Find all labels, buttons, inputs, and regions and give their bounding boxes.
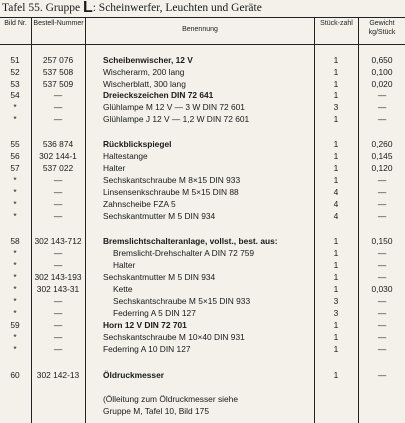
row-bild-nr: * — [13, 248, 17, 258]
row-gewicht: — — [377, 90, 387, 100]
row-bestell-nummer: 302 143-193 — [34, 272, 82, 282]
column-divider — [314, 17, 315, 423]
row-bestell-nummer: 536 874 — [42, 139, 74, 149]
row-bild-nr: 51 — [10, 55, 20, 65]
row-bild-nr: * — [13, 332, 17, 342]
row-gewicht: — — [377, 320, 387, 330]
row-bestell-nummer: — — [53, 260, 63, 270]
header-bild-nr: Bild Nr. — [4, 20, 27, 27]
row-stueckzahl: 3 — [333, 308, 339, 318]
row-stueckzahl: 1 — [333, 151, 339, 161]
column-divider — [85, 17, 86, 423]
row-stueckzahl: 1 — [333, 284, 339, 294]
row-gewicht: — — [377, 175, 387, 185]
row-bestell-nummer: — — [53, 211, 63, 221]
row-stueckzahl: 1 — [333, 175, 339, 185]
row-benennung: Bremslicht-Drehschalter A DIN 72 759 — [113, 248, 255, 258]
row-gewicht: — — [377, 370, 387, 380]
row-benennung: Sechskantmutter M 5 DIN 934 — [103, 211, 216, 221]
row-bestell-nummer: — — [53, 102, 63, 112]
row-stueckzahl: 1 — [333, 272, 339, 282]
row-benennung: Sechskantmutter M 5 DIN 934 — [103, 272, 216, 282]
header-stueckzahl: Stück-zahl — [320, 20, 353, 27]
row-benennung: Glühlampe J 12 V — 1,2 W DIN 72 601 — [103, 114, 250, 124]
header-benennung: Benennung — [182, 26, 218, 33]
row-bestell-nummer: — — [53, 175, 63, 185]
row-bestell-nummer: 302 143-31 — [36, 284, 80, 294]
table-header-rule — [0, 44, 405, 45]
row-bild-nr: * — [13, 211, 17, 221]
row-bild-nr: * — [13, 114, 17, 124]
row-gewicht: — — [377, 199, 387, 209]
row-bestell-nummer: 537 509 — [42, 79, 74, 89]
row-bild-nr: 57 — [10, 163, 20, 173]
row-bild-nr: 52 — [10, 67, 20, 77]
row-stueckzahl: 1 — [333, 90, 339, 100]
row-gewicht: — — [377, 187, 387, 197]
row-benennung: Halter — [103, 163, 126, 173]
row-bestell-nummer: 302 142-13 — [36, 370, 80, 380]
row-benennung: Kette — [113, 284, 133, 294]
column-divider — [358, 17, 359, 423]
page-title — [2, 0, 403, 16]
row-bild-nr: * — [13, 284, 17, 294]
row-benennung: Scheibenwischer, 12 V — [103, 55, 193, 65]
row-bild-nr: 53 — [10, 79, 20, 89]
row-stueckzahl: 4 — [333, 187, 339, 197]
row-gewicht: — — [377, 296, 387, 306]
row-bestell-nummer: — — [53, 248, 63, 258]
row-stueckzahl: 1 — [333, 114, 339, 124]
row-gewicht: 0,145 — [371, 151, 393, 161]
row-bestell-nummer: — — [53, 114, 63, 124]
row-benennung: Sechskantschraube M 10×40 DIN 931 — [103, 332, 245, 342]
row-stueckzahl: 1 — [333, 67, 339, 77]
row-stueckzahl: 1 — [333, 344, 339, 354]
row-bestell-nummer: — — [53, 296, 63, 306]
row-gewicht: — — [377, 211, 387, 221]
row-bild-nr: 56 — [10, 151, 20, 161]
row-bild-nr: * — [13, 175, 17, 185]
row-benennung: Sechskantschraube M 5×15 DIN 933 — [113, 296, 251, 306]
row-benennung: Zahnscheibe FZA 5 — [103, 199, 176, 209]
row-bestell-nummer: — — [53, 308, 63, 318]
row-bild-nr: 60 — [10, 370, 20, 380]
row-bild-nr: * — [13, 344, 17, 354]
row-stueckzahl — [318, 393, 354, 405]
row-bestell-nummer: — — [53, 187, 63, 197]
row-gewicht: — — [377, 260, 387, 270]
row-bild-nr: * — [13, 296, 17, 306]
row-benennung: Rückblickspiegel — [103, 139, 172, 149]
row-bild-nr: 58 — [10, 236, 20, 246]
row-bestell-nummer: — — [53, 332, 63, 342]
row-bestell-nummer: 537 508 — [42, 67, 74, 77]
row-benennung: Haltestange — [103, 151, 148, 161]
row-bild-nr — [0, 405, 30, 417]
row-stueckzahl: 1 — [333, 55, 339, 65]
row-benennung: Bremslichtschalteranlage, vollst., best. aus: — [103, 236, 278, 246]
row-bestell-nummer: 302 143-712 — [34, 236, 82, 246]
row-bestell-nummer — [34, 405, 82, 417]
row-bild-nr: 59 — [10, 320, 20, 330]
row-stueckzahl: 1 — [333, 320, 339, 330]
row-bestell-nummer: 537 022 — [42, 163, 74, 173]
row-gewicht: 0,020 — [371, 79, 393, 89]
row-benennung: Linsensenkschraube M 5×15 DIN 88 — [103, 187, 239, 197]
row-bestell-nummer: — — [53, 344, 63, 354]
row-benennung: Federring A 10 DIN 127 — [103, 344, 191, 354]
row-bild-nr: * — [13, 260, 17, 270]
row-bestell-nummer: 302 144-1 — [39, 151, 77, 161]
row-benennung: Wischerblatt, 300 lang — [103, 79, 186, 89]
row-bild-nr: * — [13, 272, 17, 282]
row-stueckzahl: 1 — [333, 139, 339, 149]
row-bestell-nummer: — — [53, 199, 63, 209]
row-benennung: Gruppe M, Tafel 10, Bild 175 — [103, 406, 209, 416]
row-gewicht: — — [377, 332, 387, 342]
row-benennung: Öldruckmesser — [103, 370, 164, 380]
row-stueckzahl — [318, 405, 354, 417]
row-bestell-nummer: — — [53, 90, 63, 100]
row-gewicht: 0,150 — [371, 236, 393, 246]
row-bild-nr: * — [13, 308, 17, 318]
row-stueckzahl: 1 — [333, 332, 339, 342]
row-bild-nr — [0, 393, 30, 405]
row-stueckzahl: 4 — [333, 199, 339, 209]
row-gewicht: — — [377, 272, 387, 282]
row-bild-nr: 55 — [10, 139, 20, 149]
row-bild-nr: 54 — [10, 90, 20, 100]
row-benennung: Federring A 5 DIN 127 — [113, 308, 196, 318]
row-bestell-nummer: — — [53, 320, 63, 330]
title-prefix: Tafel 55. Gruppe — [2, 2, 81, 14]
row-gewicht: 0,120 — [371, 163, 393, 173]
row-stueckzahl: 1 — [333, 248, 339, 258]
row-gewicht: — — [377, 114, 387, 124]
row-stueckzahl: 1 — [333, 236, 339, 246]
row-gewicht: 0,100 — [371, 67, 393, 77]
row-benennung: Halter — [113, 260, 136, 270]
row-bestell-nummer — [34, 393, 82, 405]
row-benennung: Dreieckszeichen DIN 72 641 — [103, 90, 214, 100]
row-stueckzahl: 1 — [333, 260, 339, 270]
row-bild-nr: * — [13, 199, 17, 209]
row-benennung: Horn 12 V DIN 72 701 — [103, 320, 187, 330]
row-bestell-nummer: 257 076 — [42, 55, 74, 65]
row-gewicht — [362, 405, 402, 417]
row-gewicht: 0,030 — [371, 284, 393, 294]
row-gewicht: — — [377, 102, 387, 112]
row-bild-nr: * — [13, 102, 17, 112]
row-stueckzahl: 1 — [333, 163, 339, 173]
row-gewicht: — — [377, 248, 387, 258]
header-bestell-nummer: Bestell-Nummer — [33, 20, 84, 27]
row-benennung: Sechskantschraube M 8×15 DIN 933 — [103, 175, 241, 185]
row-benennung: (Ölleitung zum Öldruckmesser siehe — [103, 394, 238, 404]
row-bild-nr: * — [13, 187, 17, 197]
title-suffix: : Scheinwerfer, Leuchten und Geräte — [92, 2, 262, 14]
row-benennung: Glühlampe M 12 V — 3 W DIN 72 601 — [103, 102, 245, 112]
row-gewicht: — — [377, 344, 387, 354]
title-group-letter: L — [82, 0, 93, 16]
row-gewicht: 0,650 — [371, 55, 393, 65]
row-benennung: Wischerarm, 200 lang — [103, 67, 185, 77]
column-divider — [31, 17, 32, 423]
row-stueckzahl: 3 — [333, 296, 339, 306]
table-top-rule — [0, 17, 405, 18]
header-gewicht: Gewicht kg/Stück — [368, 20, 396, 36]
row-stueckzahl: 1 — [333, 79, 339, 89]
row-gewicht — [362, 393, 402, 405]
row-stueckzahl: 3 — [333, 102, 339, 112]
row-stueckzahl: 4 — [333, 211, 339, 221]
row-stueckzahl: 1 — [333, 370, 339, 380]
row-gewicht: 0,260 — [371, 139, 393, 149]
row-gewicht: — — [377, 308, 387, 318]
